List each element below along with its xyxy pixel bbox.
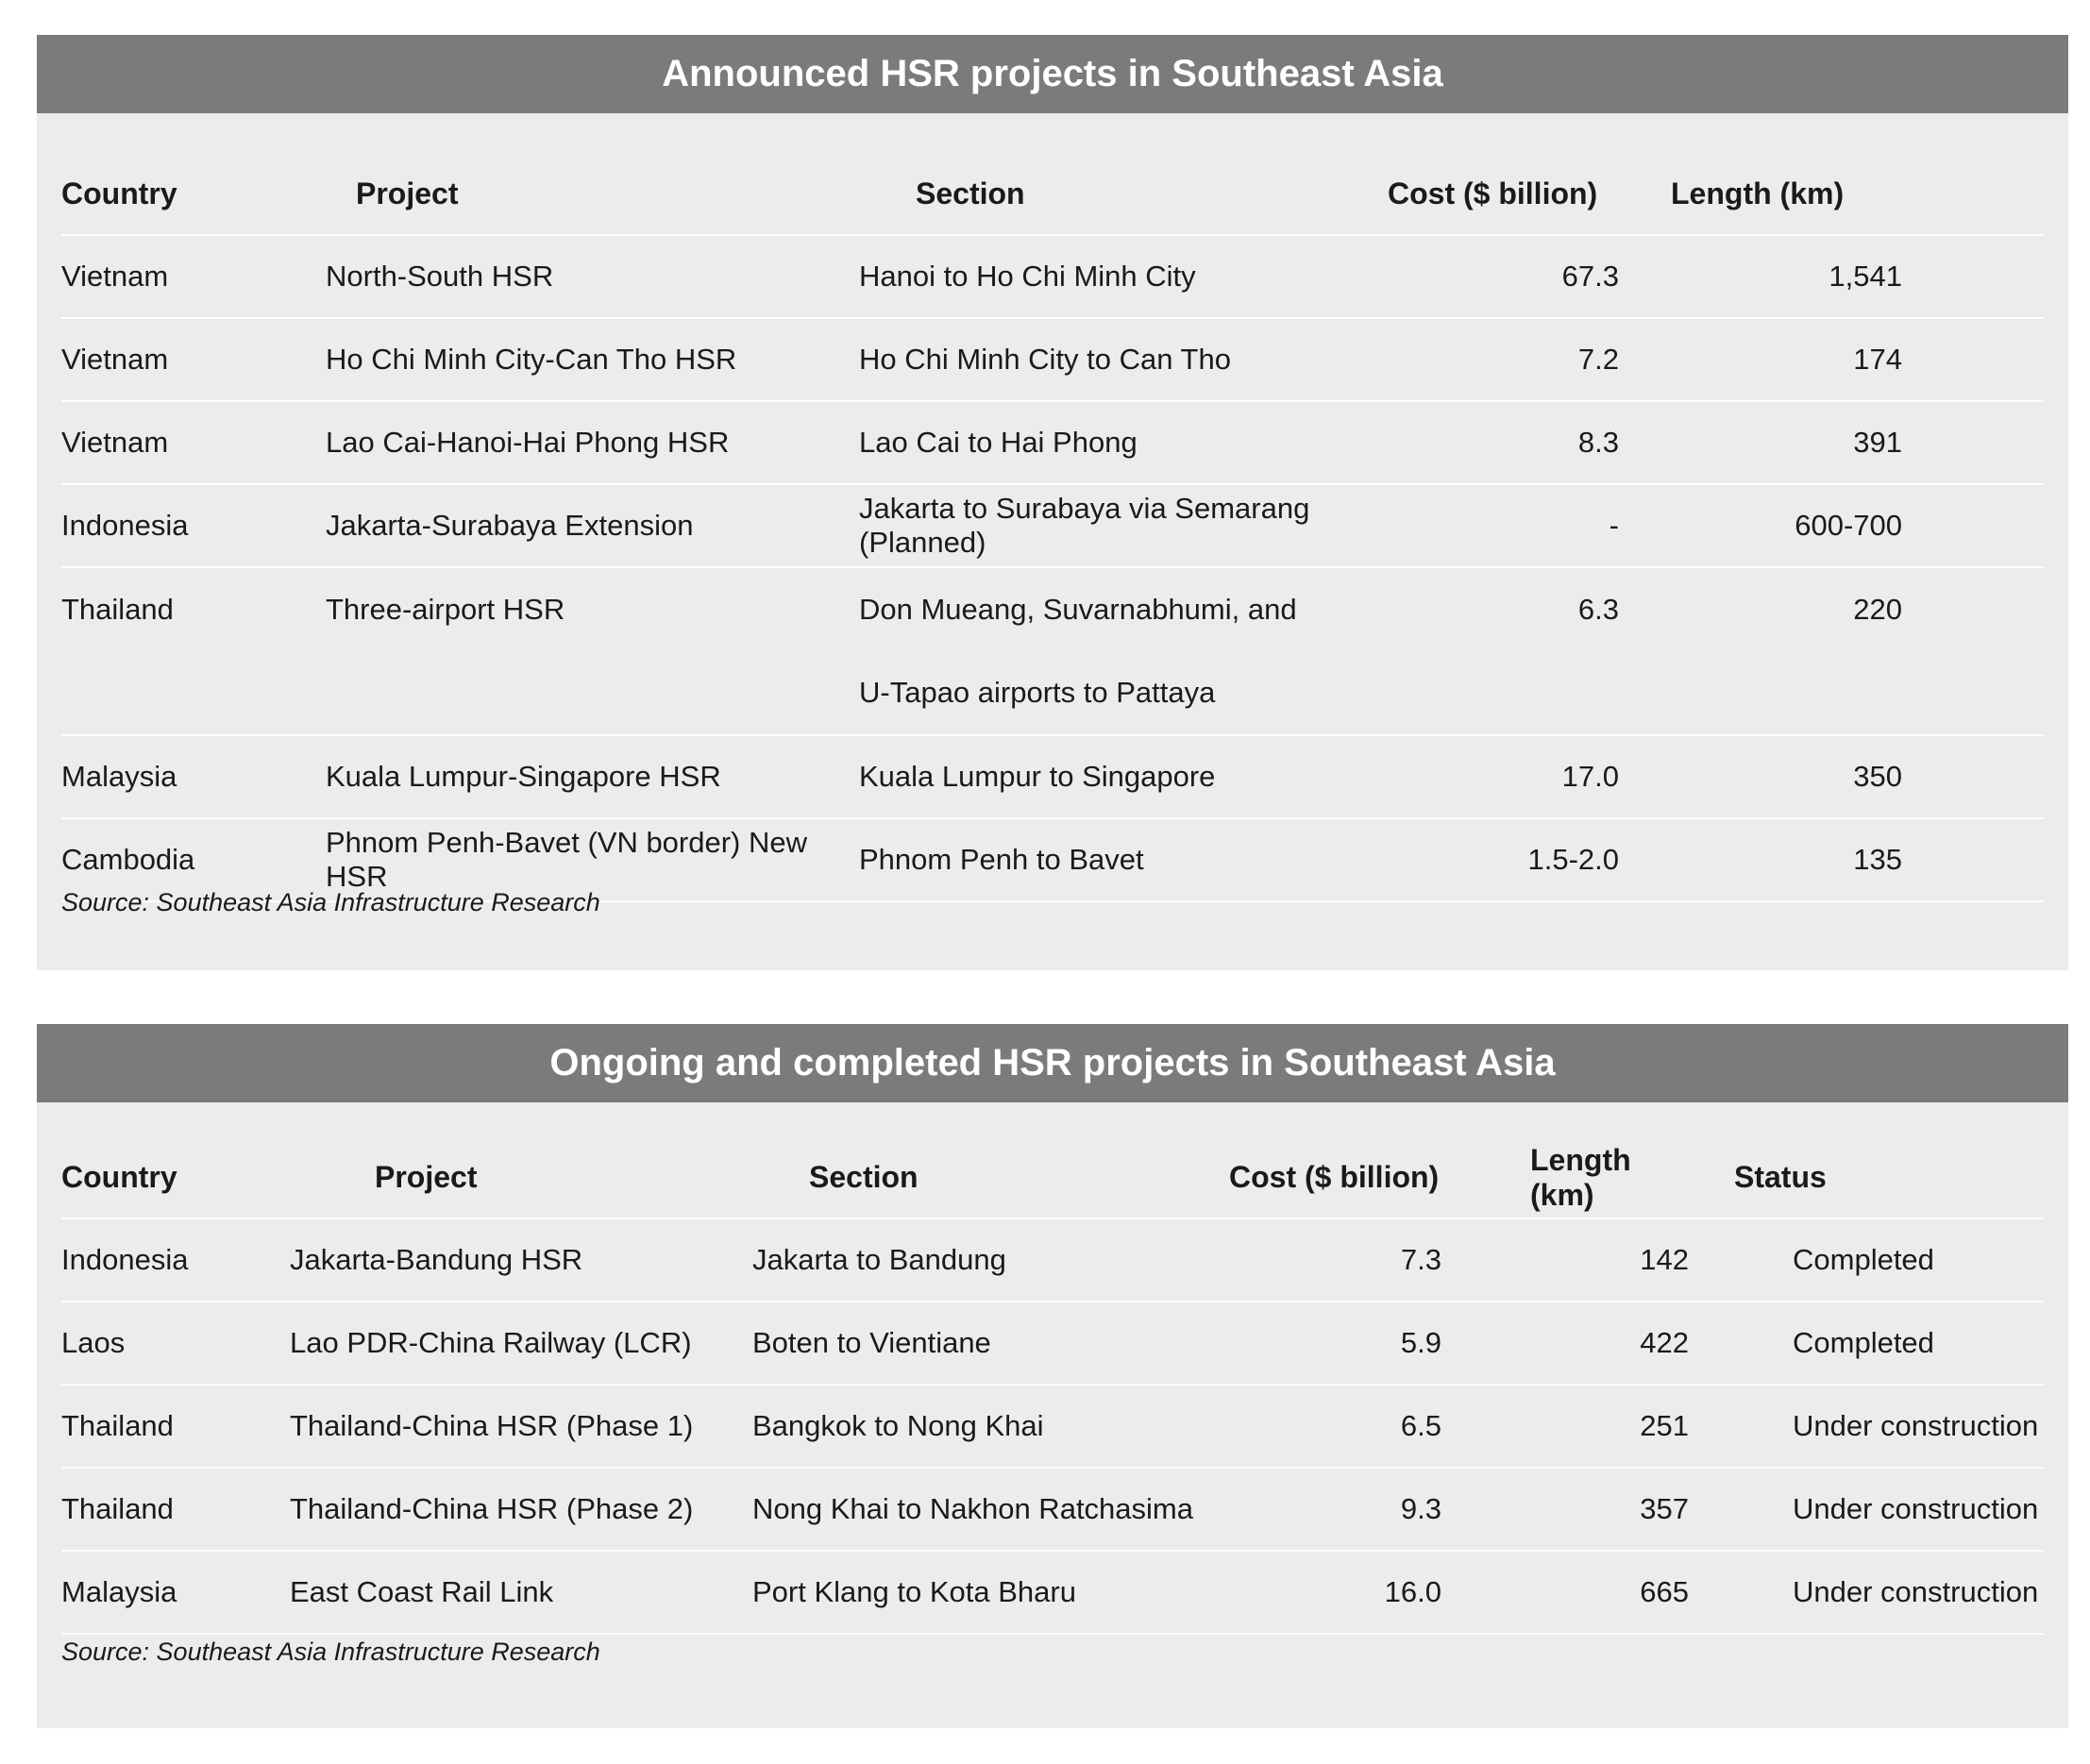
ongoing-panel-title: Ongoing and completed HSR projects in Southeast Asia	[37, 1024, 2068, 1102]
table-row	[61, 1302, 2044, 1385]
cell-cost: 9.3	[1224, 1468, 1443, 1551]
cell-project: Phnom Penh-Bavet (VN border) New HSR	[326, 818, 859, 901]
cell-status: Completed	[1689, 1218, 2044, 1302]
source-note: Source: Southeast Asia Infrastructure Research	[61, 1638, 600, 1666]
cell-country: Indonesia	[61, 1218, 290, 1302]
col-header-length: Length (km)	[1443, 1137, 1689, 1218]
cell-country: Malaysia	[61, 735, 326, 818]
col-header-section: Section	[752, 1137, 1224, 1218]
cell-status: Completed	[1689, 1302, 2044, 1385]
table-row	[61, 484, 2044, 567]
table-row	[61, 318, 2044, 401]
cell-length: 422	[1443, 1302, 1689, 1385]
cell-project: Lao PDR-China Railway (LCR)	[290, 1302, 752, 1385]
ongoing-projects-panel	[37, 1024, 2068, 1728]
col-header-project: Project	[290, 1137, 752, 1218]
source-note: Source: Southeast Asia Infrastructure Research	[61, 888, 600, 916]
cell-country: Vietnam	[61, 401, 326, 484]
cell-length: 350	[1638, 735, 2044, 818]
cell-length: 1,541	[1638, 235, 2044, 318]
cell-country: Thailand	[61, 1468, 290, 1551]
cell-status: Under construction	[1689, 1551, 2044, 1634]
table-row	[61, 1468, 2044, 1551]
col-header-country: Country	[61, 1137, 290, 1218]
ongoing-projects-table	[61, 1137, 2044, 1635]
cell-length: 135	[1638, 818, 2044, 901]
cell-section: Kuala Lumpur to Singapore	[859, 735, 1355, 818]
table-row	[61, 235, 2044, 318]
cell-status: Under construction	[1689, 1468, 2044, 1551]
cell-section: Ho Chi Minh City to Can Tho	[859, 318, 1355, 401]
announced-panel-title: Announced HSR projects in Southeast Asia	[37, 35, 2068, 113]
col-header-cost: Cost ($ billion)	[1224, 1137, 1443, 1218]
col-header-section: Section	[859, 154, 1355, 235]
cell-country: Malaysia	[61, 1551, 290, 1634]
cell-length: 665	[1443, 1551, 1689, 1634]
cell-section	[859, 567, 1355, 735]
cell-length: 220	[1638, 567, 2044, 735]
cell-cost: 8.3	[1355, 401, 1638, 484]
cell-country: Thailand	[61, 567, 326, 735]
cell-section: Nong Khai to Nakhon Ratchasima	[752, 1468, 1224, 1551]
cell-cost: 17.0	[1355, 735, 1638, 818]
announced-projects-panel	[37, 35, 2068, 970]
cell-cost: 7.2	[1355, 318, 1638, 401]
cell-country: Laos	[61, 1302, 290, 1385]
cell-project: Thailand-China HSR (Phase 2)	[290, 1468, 752, 1551]
cell-cost: 6.3	[1355, 567, 1638, 735]
cell-section: Port Klang to Kota Bharu	[752, 1551, 1224, 1634]
cell-project: Thailand-China HSR (Phase 1)	[290, 1385, 752, 1468]
cell-section: Hanoi to Ho Chi Minh City	[859, 235, 1355, 318]
cell-length: 600-700	[1638, 484, 2044, 567]
cell-section-line2: U-Tapao airports to Pattaya	[859, 676, 1216, 709]
cell-section: Lao Cai to Hai Phong	[859, 401, 1355, 484]
cell-project: Lao Cai-Hanoi-Hai Phong HSR	[326, 401, 859, 484]
col-header-length: Length (km)	[1638, 154, 2044, 235]
col-header-cost: Cost ($ billion)	[1355, 154, 1638, 235]
cell-cost: 7.3	[1224, 1218, 1443, 1302]
cell-length: 357	[1443, 1468, 1689, 1551]
cell-cost: 67.3	[1355, 235, 1638, 318]
col-header-project: Project	[326, 154, 859, 235]
cell-section: Jakarta to Bandung	[752, 1218, 1224, 1302]
cell-project: Ho Chi Minh City-Can Tho HSR	[326, 318, 859, 401]
table-row	[61, 1385, 2044, 1468]
cell-cost: 1.5-2.0	[1355, 818, 1638, 901]
cell-project: Kuala Lumpur-Singapore HSR	[326, 735, 859, 818]
cell-cost: 16.0	[1224, 1551, 1443, 1634]
cell-country: Cambodia	[61, 818, 326, 901]
cell-project: Three-airport HSR	[326, 567, 859, 735]
cell-project: East Coast Rail Link	[290, 1551, 752, 1634]
cell-project: North-South HSR	[326, 235, 859, 318]
cell-section: Jakarta to Surabaya via Semarang (Planned)	[859, 484, 1355, 567]
table-header-row	[61, 1137, 2044, 1218]
table-row	[61, 1551, 2044, 1634]
col-header-country: Country	[61, 154, 326, 235]
cell-section: Bangkok to Nong Khai	[752, 1385, 1224, 1468]
cell-project: Jakarta-Surabaya Extension	[326, 484, 859, 567]
announced-projects-table	[61, 154, 2044, 902]
table-row	[61, 735, 2044, 818]
cell-length: 142	[1443, 1218, 1689, 1302]
table-row	[61, 401, 2044, 484]
cell-country: Indonesia	[61, 484, 326, 567]
cell-length: 174	[1638, 318, 2044, 401]
cell-country: Thailand	[61, 1385, 290, 1468]
table-row	[61, 567, 2044, 735]
cell-length: 391	[1638, 401, 2044, 484]
cell-country: Vietnam	[61, 235, 326, 318]
cell-project: Jakarta-Bandung HSR	[290, 1218, 752, 1302]
cell-cost: -	[1355, 484, 1638, 567]
cell-cost: 6.5	[1224, 1385, 1443, 1468]
cell-length: 251	[1443, 1385, 1689, 1468]
cell-section: Boten to Vientiane	[752, 1302, 1224, 1385]
table-header-row	[61, 154, 2044, 235]
cell-section-line1: Don Mueang, Suvarnabhumi, and	[859, 593, 1297, 626]
col-header-status: Status	[1689, 1137, 2044, 1218]
cell-country: Vietnam	[61, 318, 326, 401]
table-row	[61, 1218, 2044, 1302]
cell-status: Under construction	[1689, 1385, 2044, 1468]
cell-section: Phnom Penh to Bavet	[859, 818, 1355, 901]
cell-cost: 5.9	[1224, 1302, 1443, 1385]
